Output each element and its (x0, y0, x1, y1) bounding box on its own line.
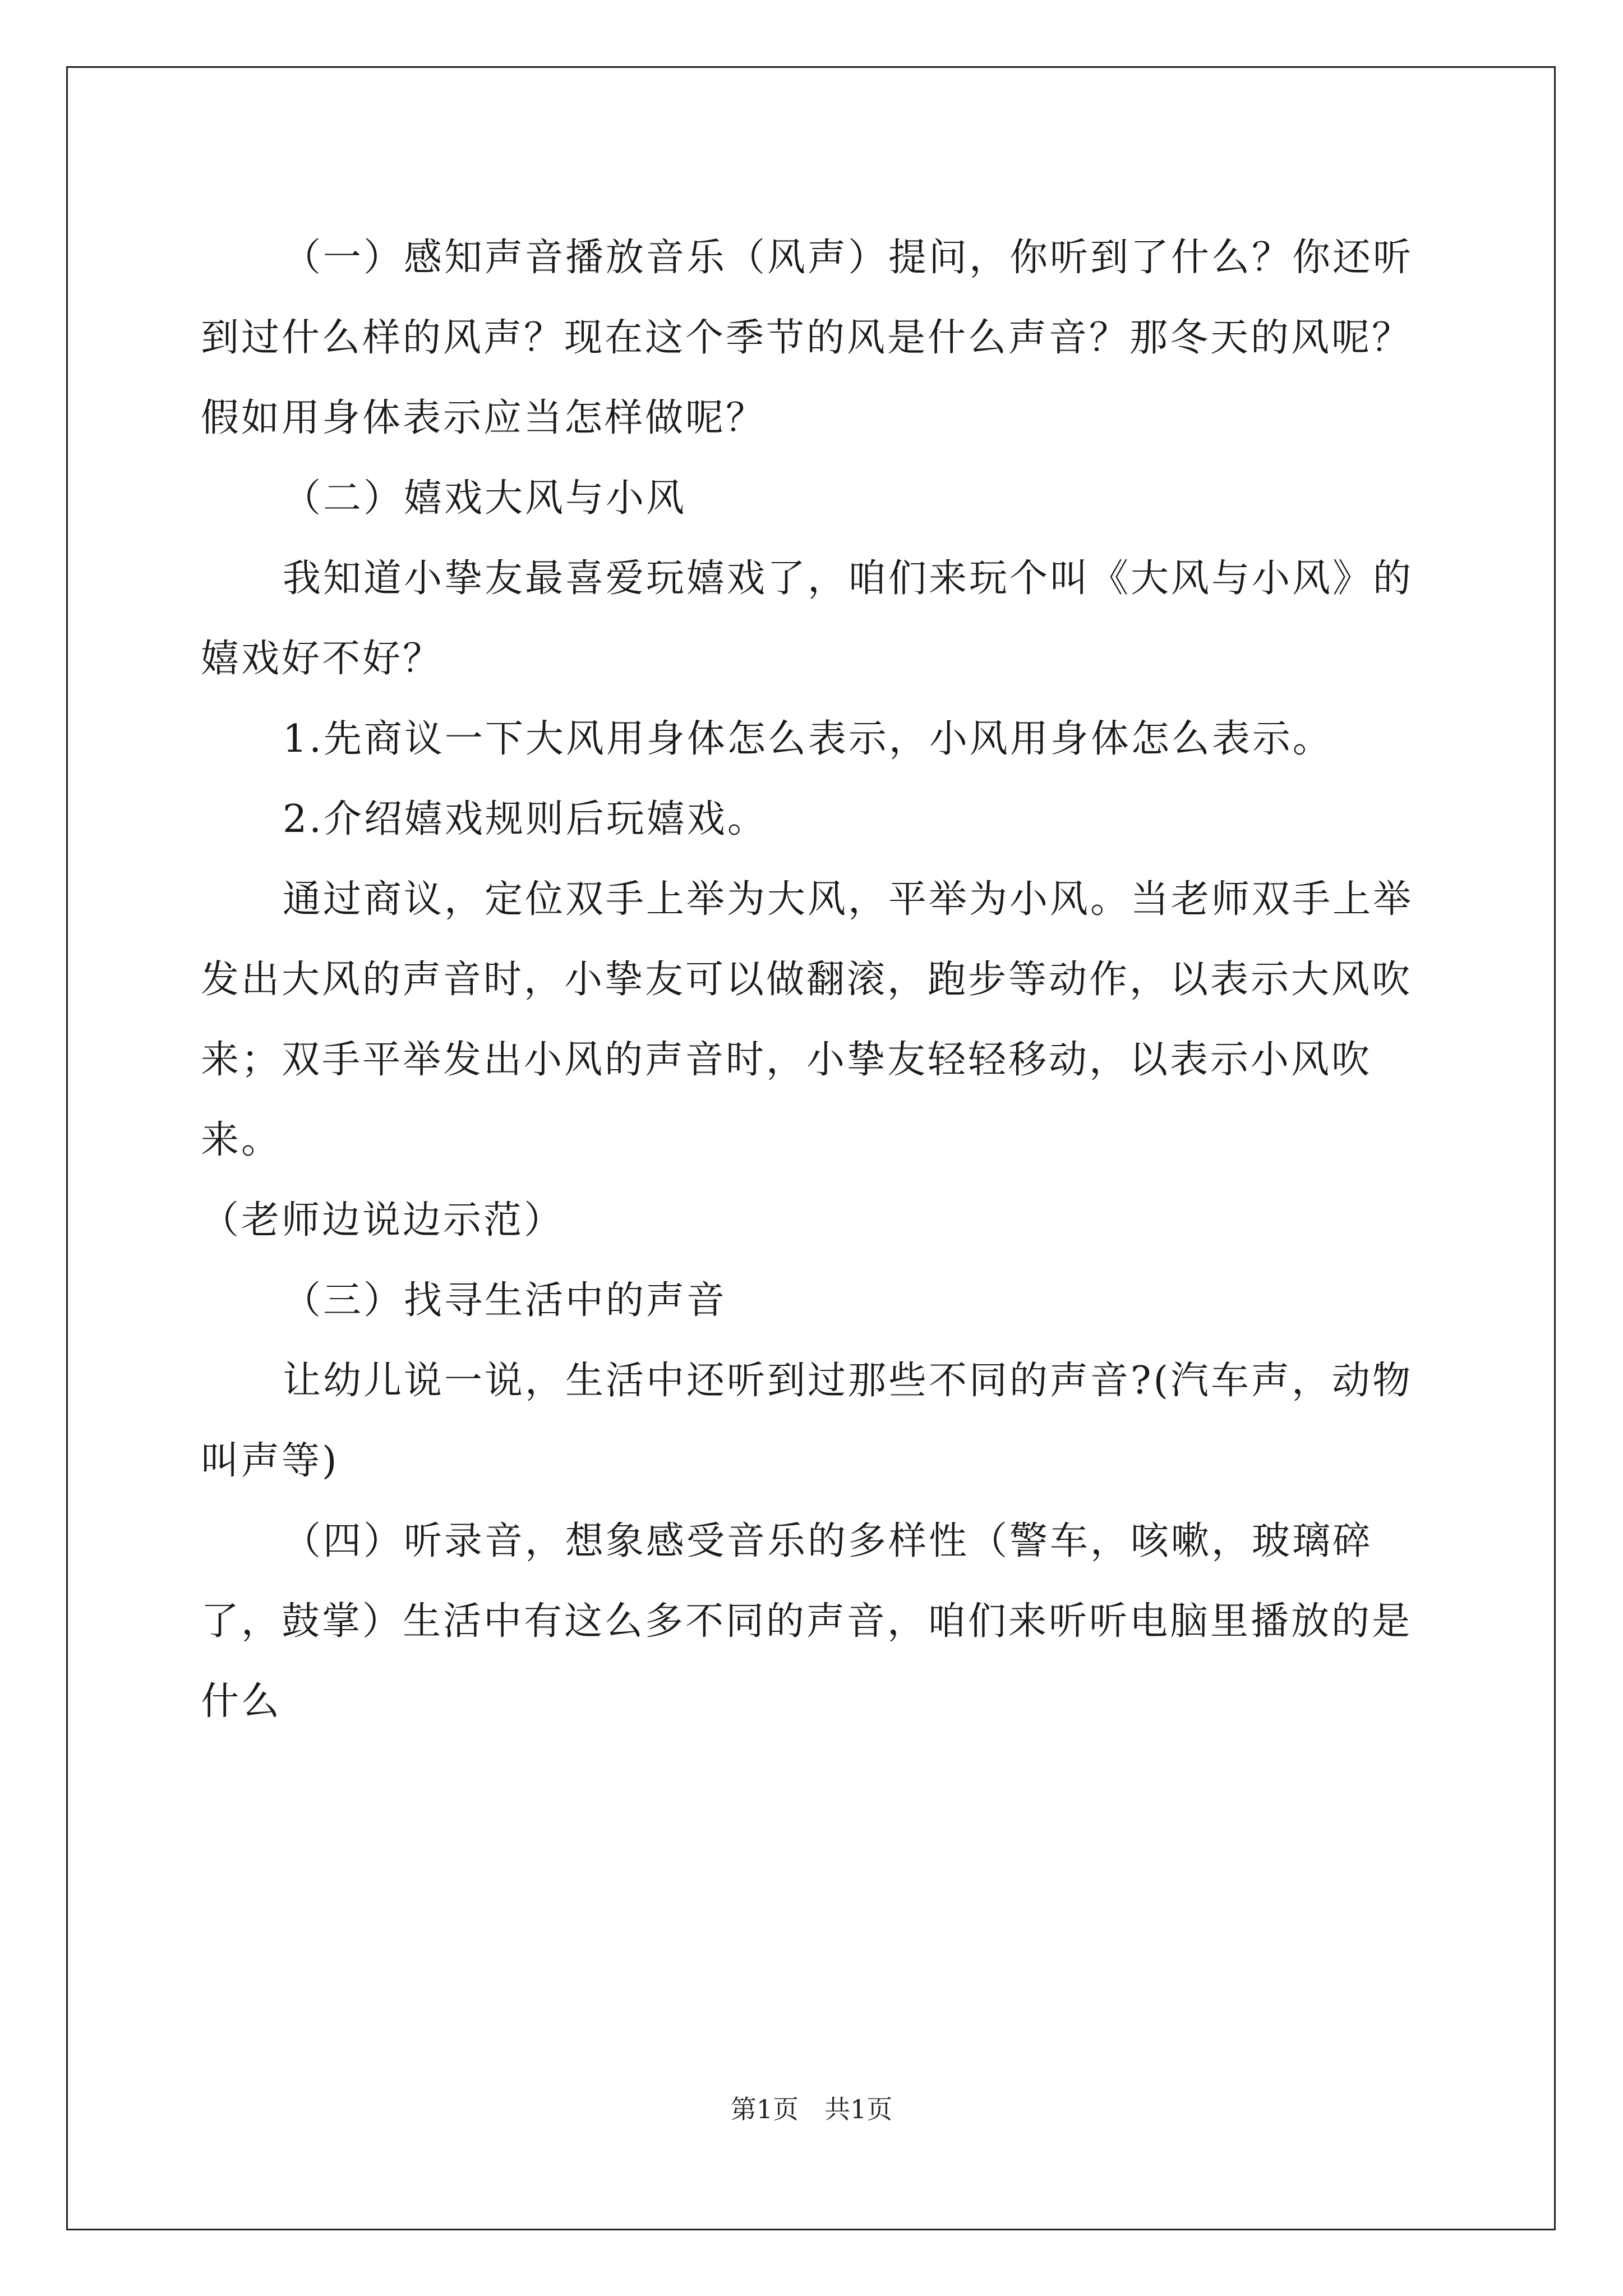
paragraph-9: 让幼儿说一说，生活中还听到过那些不同的声音?(汽车声，动物叫声等) (201, 1359, 1413, 1483)
paragraph-3: 我知道小挚友最喜爱玩嬉戏了，咱们来玩个叫《大风与小风》的嬉戏好不好？ (201, 556, 1414, 681)
paragraph-5-step-2: 2.介绍嬉戏规则后玩嬉戏。 (283, 797, 768, 841)
page-number-footer: 第1页 共1页 (730, 2094, 893, 2124)
paragraph-1: （一）感知声音播放音乐（风声）提问，你听到了什么？你还听到过什么样的风声？现在这个季节的风是什么声音？那冬天的风呢？假如用身体表示应当怎样做呢？ (201, 236, 1414, 440)
paragraph-4-step-1: 1.先商议一下大风用身体怎么表示，小风用身体怎么表示。 (283, 717, 1333, 761)
paragraph-2-heading: （二）嬉戏大风与小风 (283, 476, 687, 521)
document-body (201, 218, 1423, 1742)
paragraph-10: （四）听录音，想象感受音乐的多样性（警车，咳嗽，玻璃碎了，鼓掌）生活中有这么多不同的声音，咱们来听听电脑里播放的是什么 (201, 1519, 1413, 1724)
paragraph-8-heading: （三）找寻生活中的声音 (283, 1278, 727, 1323)
paragraph-6: 通过商议，定位双手上举为大风，平举为小风。当老师双手上举发出大风的声音时，小挚友可以做翻滚，跑步等动作，以表示大风吹来；双手平举发出小风的声音时，小挚友轻轻移动，以表示小风吹来。 (201, 877, 1414, 1162)
paragraph-7-note: （老师边说边示范） (201, 1198, 565, 1243)
